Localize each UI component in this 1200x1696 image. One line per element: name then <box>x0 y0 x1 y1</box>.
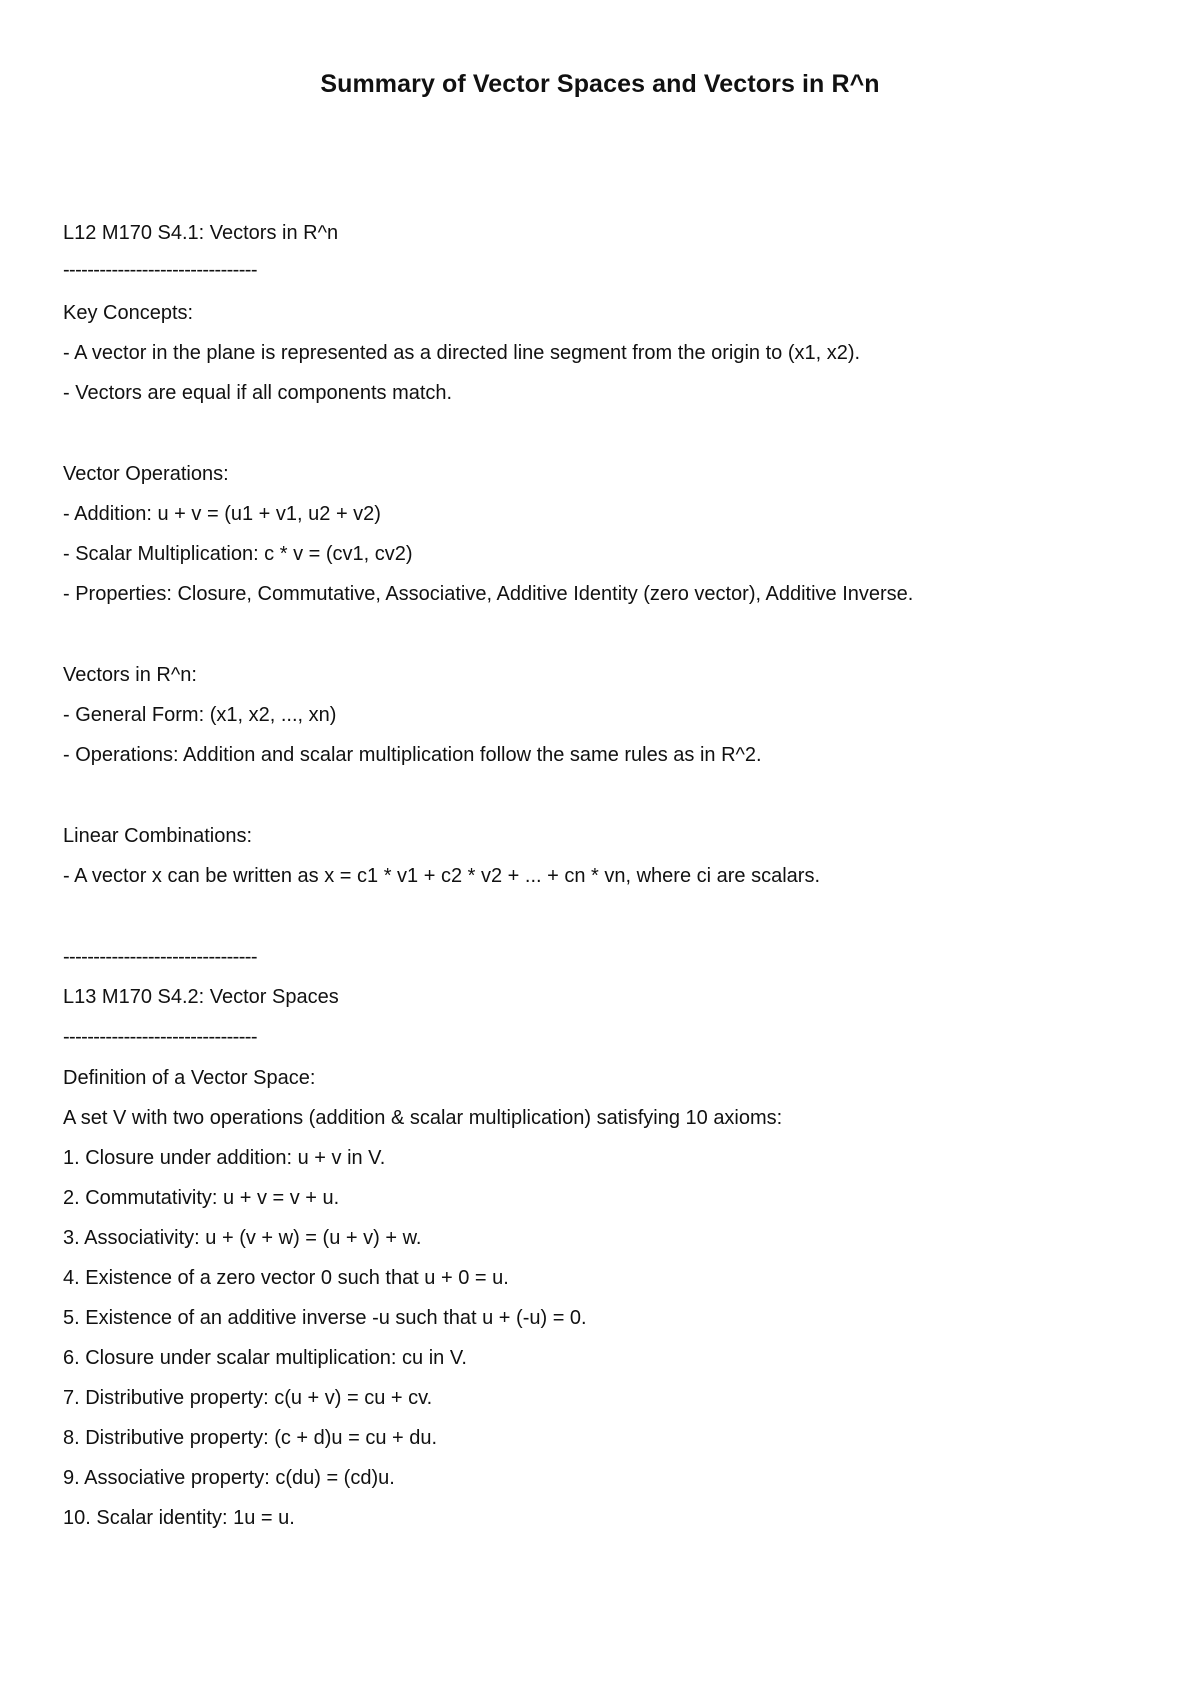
list-item: - Operations: Addition and scalar multiplication follow the same rules as in R^2. <box>63 744 762 766</box>
axiom-item: 4. Existence of a zero vector 0 such that u + 0 = u. <box>63 1267 509 1289</box>
list-item: - General Form: (x1, x2, ..., xn) <box>63 704 337 726</box>
axiom-item: 10. Scalar identity: 1u = u. <box>63 1507 295 1529</box>
section-heading-vector-spaces: L13 M170 S4.2: Vector Spaces <box>63 986 339 1008</box>
list-item: - A vector in the plane is represented as a directed line segment from the origin to (x1, x2). <box>63 342 861 364</box>
definition-intro: A set V with two operations (addition & scalar multiplication) satisfying 10 axioms: <box>63 1107 783 1129</box>
vectors-in-rn-heading: Vectors in R^n: <box>63 664 197 686</box>
linear-combinations-heading: Linear Combinations: <box>63 825 252 847</box>
vector-operations-heading: Vector Operations: <box>63 463 229 485</box>
list-item: - Properties: Closure, Commutative, Associative, Additive Identity (zero vector), Additive Inverse. <box>63 583 914 605</box>
axiom-item: 2. Commutativity: u + v = v + u. <box>63 1187 340 1209</box>
section-underline: -------------------------------- <box>63 1026 257 1048</box>
definition-heading: Definition of a Vector Space: <box>63 1067 316 1089</box>
axiom-item: 5. Existence of an additive inverse -u such that u + (-u) = 0. <box>63 1307 587 1329</box>
axiom-item: 9. Associative property: c(du) = (cd)u. <box>63 1467 395 1489</box>
axiom-item: 8. Distributive property: (c + d)u = cu + du. <box>63 1427 438 1449</box>
section-underline: -------------------------------- <box>63 259 257 281</box>
section-heading-vectors-in-rn: L12 M170 S4.1: Vectors in R^n <box>63 222 339 244</box>
document-title: Summary of Vector Spaces and Vectors in R^n <box>320 70 880 98</box>
list-item: - A vector x can be written as x = c1 * v1 + c2 * v2 + ... + cn * vn, where ci are scalars. <box>63 865 821 887</box>
axiom-item: 3. Associativity: u + (v + w) = (u + v) + w. <box>63 1227 422 1249</box>
section-separator: -------------------------------- <box>63 946 257 968</box>
list-item: - Addition: u + v = (u1 + v1, u2 + v2) <box>63 503 381 525</box>
list-item: - Scalar Multiplication: c * v = (cv1, cv2) <box>63 543 413 565</box>
key-concepts-heading: Key Concepts: <box>63 302 194 324</box>
axiom-item: 1. Closure under addition: u + v in V. <box>63 1147 386 1169</box>
axiom-item: 7. Distributive property: c(u + v) = cu + cv. <box>63 1387 433 1409</box>
list-item: - Vectors are equal if all components match. <box>63 382 453 404</box>
axiom-item: 6. Closure under scalar multiplication: cu in V. <box>63 1347 467 1369</box>
